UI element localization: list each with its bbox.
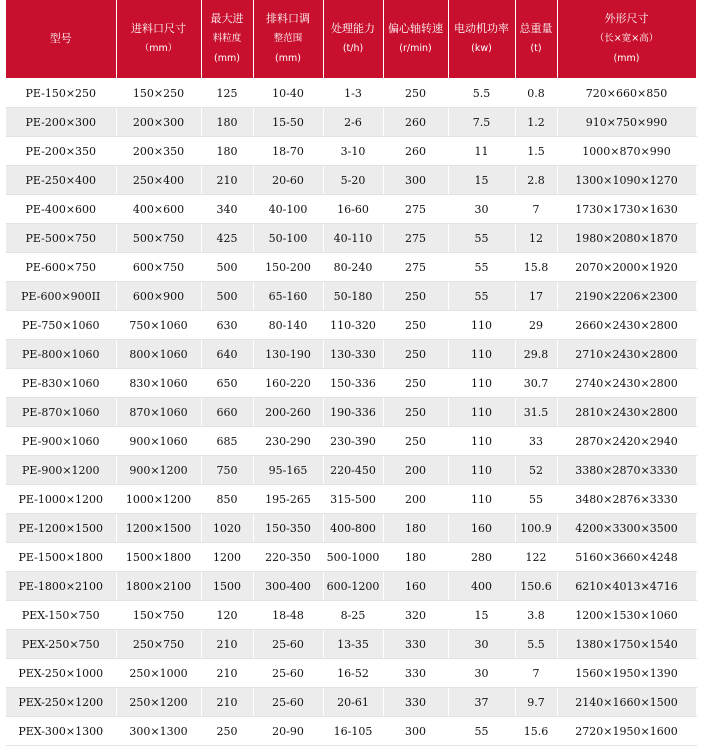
cell-model: PE-1200×1500 <box>6 514 116 543</box>
cell-motor-power: 30 <box>448 195 515 224</box>
cell-capacity: 110-320 <box>323 311 383 340</box>
cell-dimensions: 1380×1750×1540 <box>557 630 696 659</box>
cell-feed-opening: 1200×1500 <box>116 514 201 543</box>
cell-capacity: 16-60 <box>323 195 383 224</box>
cell-motor-power: 110 <box>448 427 515 456</box>
cell-motor-power: 55 <box>448 717 515 746</box>
cell-dimensions: 720×660×850 <box>557 79 696 108</box>
table-row <box>6 601 696 630</box>
cell-motor-power: 160 <box>448 514 515 543</box>
header-discharge-range <box>253 0 323 79</box>
cell-total-weight: 29.8 <box>515 340 557 369</box>
cell-dimensions: 2720×1950×1600 <box>557 717 696 746</box>
table-row <box>6 427 696 456</box>
cell-max-feed-size: 750 <box>201 456 253 485</box>
cell-dimensions: 3380×2870×3330 <box>557 456 696 485</box>
header-model <box>6 0 116 79</box>
table-row <box>6 572 696 601</box>
table-row <box>6 224 696 253</box>
cell-max-feed-size: 250 <box>201 717 253 746</box>
cell-eccentric-speed: 330 <box>383 688 448 717</box>
cell-feed-opening: 250×400 <box>116 166 201 195</box>
header-feed-opening-bottom: （mm） <box>139 43 178 54</box>
cell-total-weight: 31.5 <box>515 398 557 427</box>
cell-dimensions: 1980×2080×1870 <box>557 224 696 253</box>
cell-eccentric-speed: 180 <box>383 514 448 543</box>
cell-model: PE-900×1200 <box>6 456 116 485</box>
cell-feed-opening: 870×1060 <box>116 398 201 427</box>
cell-model: PEX-250×1200 <box>6 688 116 717</box>
table-row <box>6 543 696 572</box>
cell-model: PE-830×1060 <box>6 369 116 398</box>
cell-max-feed-size: 180 <box>201 108 253 137</box>
cell-dimensions: 2710×2430×2800 <box>557 340 696 369</box>
cell-feed-opening: 250×1200 <box>116 688 201 717</box>
cell-capacity: 500-1000 <box>323 543 383 572</box>
cell-total-weight: 12 <box>515 224 557 253</box>
cell-discharge-range: 95-165 <box>253 456 323 485</box>
cell-capacity: 190-336 <box>323 398 383 427</box>
cell-eccentric-speed: 250 <box>383 340 448 369</box>
cell-discharge-range: 150-350 <box>253 514 323 543</box>
cell-eccentric-speed: 200 <box>383 485 448 514</box>
cell-motor-power: 30 <box>448 659 515 688</box>
table-row <box>6 79 696 108</box>
cell-max-feed-size: 1500 <box>201 572 253 601</box>
cell-discharge-range: 20-90 <box>253 717 323 746</box>
cell-capacity: 150-336 <box>323 369 383 398</box>
cell-dimensions: 5160×3660×4248 <box>557 543 696 572</box>
cell-max-feed-size: 500 <box>201 253 253 282</box>
cell-eccentric-speed: 250 <box>383 311 448 340</box>
cell-discharge-range: 130-190 <box>253 340 323 369</box>
table-row <box>6 311 696 340</box>
cell-dimensions: 910×750×990 <box>557 108 696 137</box>
cell-motor-power: 110 <box>448 485 515 514</box>
cell-capacity: 1-3 <box>323 79 383 108</box>
cell-total-weight: 55 <box>515 485 557 514</box>
cell-eccentric-speed: 275 <box>383 253 448 282</box>
cell-discharge-range: 18-70 <box>253 137 323 166</box>
cell-max-feed-size: 630 <box>201 311 253 340</box>
header-capacity-bottom: (t/h) <box>342 43 364 54</box>
cell-max-feed-size: 660 <box>201 398 253 427</box>
cell-motor-power: 110 <box>448 398 515 427</box>
cell-eccentric-speed: 330 <box>383 659 448 688</box>
cell-dimensions: 2140×1660×1500 <box>557 688 696 717</box>
cell-feed-opening: 250×750 <box>116 630 201 659</box>
cell-total-weight: 150.6 <box>515 572 557 601</box>
table-row <box>6 369 696 398</box>
cell-feed-opening: 500×750 <box>116 224 201 253</box>
cell-model: PEX-150×750 <box>6 601 116 630</box>
cell-discharge-range: 25-60 <box>253 688 323 717</box>
cell-model: PEX-250×750 <box>6 630 116 659</box>
header-feed-opening-top: 进料口尺寸 <box>131 22 186 35</box>
cell-total-weight: 7 <box>515 195 557 224</box>
table-row <box>6 166 696 195</box>
table-row <box>6 485 696 514</box>
cell-capacity: 50-180 <box>323 282 383 311</box>
cell-discharge-range: 195-265 <box>253 485 323 514</box>
header-dimensions-top: 外形尺寸 <box>604 12 649 25</box>
cell-discharge-range: 25-60 <box>253 630 323 659</box>
cell-total-weight: 5.5 <box>515 630 557 659</box>
table-row <box>6 282 696 311</box>
cell-capacity: 600-1200 <box>323 572 383 601</box>
cell-motor-power: 400 <box>448 572 515 601</box>
cell-max-feed-size: 340 <box>201 195 253 224</box>
cell-max-feed-size: 640 <box>201 340 253 369</box>
cell-max-feed-size: 210 <box>201 630 253 659</box>
cell-eccentric-speed: 250 <box>383 427 448 456</box>
cell-capacity: 5-20 <box>323 166 383 195</box>
cell-eccentric-speed: 250 <box>383 398 448 427</box>
cell-feed-opening: 1500×1800 <box>116 543 201 572</box>
cell-max-feed-size: 500 <box>201 282 253 311</box>
cell-motor-power: 110 <box>448 311 515 340</box>
cell-capacity: 130-330 <box>323 340 383 369</box>
cell-discharge-range: 15-50 <box>253 108 323 137</box>
cell-max-feed-size: 120 <box>201 601 253 630</box>
cell-feed-opening: 150×750 <box>116 601 201 630</box>
header-capacity <box>323 0 383 79</box>
cell-discharge-range: 80-140 <box>253 311 323 340</box>
cell-eccentric-speed: 260 <box>383 108 448 137</box>
cell-feed-opening: 750×1060 <box>116 311 201 340</box>
cell-dimensions: 1200×1530×1060 <box>557 601 696 630</box>
cell-dimensions: 2870×2420×2940 <box>557 427 696 456</box>
jaw-crusher-spec-table <box>6 0 697 746</box>
cell-dimensions: 2070×2000×1920 <box>557 253 696 282</box>
cell-dimensions: 1730×1730×1630 <box>557 195 696 224</box>
cell-max-feed-size: 210 <box>201 688 253 717</box>
table-row <box>6 659 696 688</box>
cell-feed-opening: 800×1060 <box>116 340 201 369</box>
cell-feed-opening: 900×1200 <box>116 456 201 485</box>
cell-motor-power: 280 <box>448 543 515 572</box>
cell-feed-opening: 830×1060 <box>116 369 201 398</box>
table-row <box>6 137 696 166</box>
cell-total-weight: 7 <box>515 659 557 688</box>
cell-model: PE-250×400 <box>6 166 116 195</box>
header-eccentric-speed-bottom: (r/min) <box>399 43 432 54</box>
cell-dimensions: 2660×2430×2800 <box>557 311 696 340</box>
cell-model: PE-600×750 <box>6 253 116 282</box>
cell-capacity: 80-240 <box>323 253 383 282</box>
cell-model: PE-750×1060 <box>6 311 116 340</box>
cell-eccentric-speed: 250 <box>383 79 448 108</box>
cell-max-feed-size: 650 <box>201 369 253 398</box>
header-motor-power-top: 电动机功率 <box>454 22 509 35</box>
cell-model: PE-870×1060 <box>6 398 116 427</box>
cell-capacity: 400-800 <box>323 514 383 543</box>
header-discharge-range-mid: 整范围 <box>273 33 303 44</box>
header-max-feed-size <box>201 0 253 79</box>
table-row <box>6 688 696 717</box>
cell-motor-power: 7.5 <box>448 108 515 137</box>
cell-eccentric-speed: 320 <box>383 601 448 630</box>
cell-max-feed-size: 125 <box>201 79 253 108</box>
cell-model: PE-500×750 <box>6 224 116 253</box>
cell-max-feed-size: 210 <box>201 166 253 195</box>
cell-model: PE-1800×2100 <box>6 572 116 601</box>
cell-capacity: 20-61 <box>323 688 383 717</box>
cell-discharge-range: 220-350 <box>253 543 323 572</box>
cell-discharge-range: 10-40 <box>253 79 323 108</box>
header-total-weight-top: 总重量 <box>519 22 553 35</box>
cell-total-weight: 100.9 <box>515 514 557 543</box>
cell-eccentric-speed: 275 <box>383 224 448 253</box>
table-body <box>6 79 696 746</box>
table-row <box>6 108 696 137</box>
cell-model: PE-200×300 <box>6 108 116 137</box>
cell-discharge-range: 150-200 <box>253 253 323 282</box>
cell-capacity: 8-25 <box>323 601 383 630</box>
cell-model: PE-600×900II <box>6 282 116 311</box>
header-max-feed-size-top: 最大进 <box>210 12 244 25</box>
cell-max-feed-size: 1020 <box>201 514 253 543</box>
cell-model: PEX-300×1300 <box>6 717 116 746</box>
cell-max-feed-size: 210 <box>201 659 253 688</box>
cell-dimensions: 6210×4013×4716 <box>557 572 696 601</box>
cell-feed-opening: 600×900 <box>116 282 201 311</box>
cell-feed-opening: 400×600 <box>116 195 201 224</box>
cell-motor-power: 37 <box>448 688 515 717</box>
cell-total-weight: 30.7 <box>515 369 557 398</box>
cell-discharge-range: 20-60 <box>253 166 323 195</box>
table-row <box>6 514 696 543</box>
cell-dimensions: 2810×2430×2800 <box>557 398 696 427</box>
cell-discharge-range: 300-400 <box>253 572 323 601</box>
cell-capacity: 16-52 <box>323 659 383 688</box>
cell-eccentric-speed: 275 <box>383 195 448 224</box>
cell-eccentric-speed: 300 <box>383 166 448 195</box>
header-model-top: 型号 <box>49 32 72 45</box>
header-dimensions <box>557 0 696 79</box>
header-dimensions-mid: （长×宽×高） <box>594 33 659 44</box>
table-row <box>6 717 696 746</box>
header-eccentric-speed-top: 偏心轴转速 <box>388 22 443 35</box>
cell-motor-power: 110 <box>448 340 515 369</box>
cell-total-weight: 1.2 <box>515 108 557 137</box>
cell-discharge-range: 230-290 <box>253 427 323 456</box>
cell-motor-power: 55 <box>448 282 515 311</box>
cell-capacity: 16-105 <box>323 717 383 746</box>
header-total-weight <box>515 0 557 79</box>
cell-feed-opening: 1800×2100 <box>116 572 201 601</box>
table-row <box>6 398 696 427</box>
cell-motor-power: 55 <box>448 253 515 282</box>
cell-eccentric-speed: 250 <box>383 282 448 311</box>
cell-feed-opening: 200×350 <box>116 137 201 166</box>
cell-total-weight: 52 <box>515 456 557 485</box>
cell-capacity: 13-35 <box>323 630 383 659</box>
cell-capacity: 40-110 <box>323 224 383 253</box>
cell-discharge-range: 200-260 <box>253 398 323 427</box>
cell-discharge-range: 50-100 <box>253 224 323 253</box>
cell-discharge-range: 25-60 <box>253 659 323 688</box>
table-row <box>6 630 696 659</box>
cell-model: PE-1000×1200 <box>6 485 116 514</box>
header-dimensions-bottom: (mm) <box>613 53 640 64</box>
cell-motor-power: 15 <box>448 601 515 630</box>
cell-motor-power: 30 <box>448 630 515 659</box>
cell-max-feed-size: 425 <box>201 224 253 253</box>
cell-discharge-range: 40-100 <box>253 195 323 224</box>
header-motor-power <box>448 0 515 79</box>
cell-dimensions: 1000×870×990 <box>557 137 696 166</box>
cell-capacity: 230-390 <box>323 427 383 456</box>
cell-motor-power: 110 <box>448 456 515 485</box>
header-feed-opening <box>116 0 201 79</box>
cell-total-weight: 17 <box>515 282 557 311</box>
header-discharge-range-top: 排料口调 <box>266 12 310 25</box>
cell-eccentric-speed: 250 <box>383 369 448 398</box>
cell-dimensions: 1300×1090×1270 <box>557 166 696 195</box>
cell-capacity: 3-10 <box>323 137 383 166</box>
header-max-feed-size-mid: 料粒度 <box>212 33 242 44</box>
cell-model: PE-400×600 <box>6 195 116 224</box>
cell-total-weight: 0.8 <box>515 79 557 108</box>
header-discharge-range-bottom: (mm) <box>275 53 301 64</box>
cell-motor-power: 110 <box>448 369 515 398</box>
cell-max-feed-size: 1200 <box>201 543 253 572</box>
cell-feed-opening: 1000×1200 <box>116 485 201 514</box>
cell-capacity: 315-500 <box>323 485 383 514</box>
cell-feed-opening: 200×300 <box>116 108 201 137</box>
cell-model: PE-150×250 <box>6 79 116 108</box>
cell-total-weight: 2.8 <box>515 166 557 195</box>
cell-model: PEX-250×1000 <box>6 659 116 688</box>
spec-table-container <box>6 0 696 746</box>
cell-motor-power: 15 <box>448 166 515 195</box>
header-eccentric-speed <box>383 0 448 79</box>
cell-discharge-range: 65-160 <box>253 282 323 311</box>
cell-max-feed-size: 685 <box>201 427 253 456</box>
header-motor-power-bottom: (kw) <box>471 43 492 54</box>
cell-total-weight: 15.8 <box>515 253 557 282</box>
header-max-feed-size-bottom: (mm) <box>214 53 240 64</box>
table-row <box>6 340 696 369</box>
cell-feed-opening: 300×1300 <box>116 717 201 746</box>
cell-max-feed-size: 180 <box>201 137 253 166</box>
cell-dimensions: 1560×1950×1390 <box>557 659 696 688</box>
table-header-row <box>6 0 696 79</box>
table-row <box>6 195 696 224</box>
cell-total-weight: 29 <box>515 311 557 340</box>
cell-dimensions: 3480×2876×3330 <box>557 485 696 514</box>
cell-total-weight: 1.5 <box>515 137 557 166</box>
cell-eccentric-speed: 180 <box>383 543 448 572</box>
cell-model: PE-900×1060 <box>6 427 116 456</box>
header-capacity-top: 处理能力 <box>331 22 375 35</box>
cell-dimensions: 2740×2430×2800 <box>557 369 696 398</box>
cell-motor-power: 55 <box>448 224 515 253</box>
cell-eccentric-speed: 200 <box>383 456 448 485</box>
cell-motor-power: 5.5 <box>448 79 515 108</box>
cell-feed-opening: 900×1060 <box>116 427 201 456</box>
cell-total-weight: 33 <box>515 427 557 456</box>
cell-eccentric-speed: 330 <box>383 630 448 659</box>
cell-eccentric-speed: 260 <box>383 137 448 166</box>
header-total-weight-bottom: (t) <box>530 43 542 54</box>
cell-discharge-range: 160-220 <box>253 369 323 398</box>
cell-max-feed-size: 850 <box>201 485 253 514</box>
cell-model: PE-200×350 <box>6 137 116 166</box>
cell-feed-opening: 150×250 <box>116 79 201 108</box>
cell-eccentric-speed: 300 <box>383 717 448 746</box>
cell-dimensions: 4200×3300×3500 <box>557 514 696 543</box>
cell-feed-opening: 250×1000 <box>116 659 201 688</box>
cell-capacity: 220-450 <box>323 456 383 485</box>
cell-motor-power: 11 <box>448 137 515 166</box>
cell-dimensions: 2190×2206×2300 <box>557 282 696 311</box>
cell-total-weight: 15.6 <box>515 717 557 746</box>
cell-capacity: 2-6 <box>323 108 383 137</box>
cell-total-weight: 9.7 <box>515 688 557 717</box>
table-row <box>6 253 696 282</box>
cell-model: PE-800×1060 <box>6 340 116 369</box>
cell-total-weight: 3.8 <box>515 601 557 630</box>
cell-feed-opening: 600×750 <box>116 253 201 282</box>
cell-model: PE-1500×1800 <box>6 543 116 572</box>
cell-eccentric-speed: 160 <box>383 572 448 601</box>
cell-discharge-range: 18-48 <box>253 601 323 630</box>
table-row <box>6 456 696 485</box>
cell-total-weight: 122 <box>515 543 557 572</box>
